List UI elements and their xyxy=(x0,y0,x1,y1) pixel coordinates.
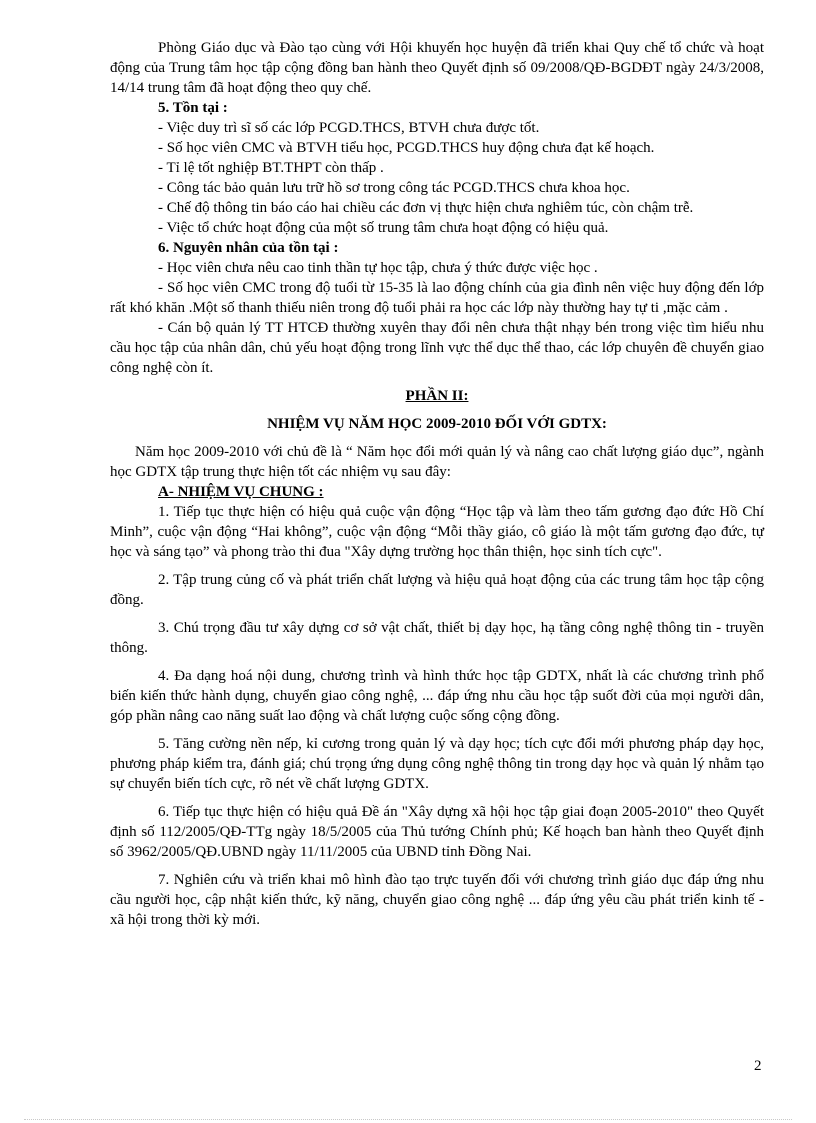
task-item: 3. Chú trọng đầu tư xây dựng cơ sở vật chất, thiết bị dạy học, hạ tầng công nghệ thông tin - truyền thông. xyxy=(110,620,764,656)
task-item: 6. Tiếp tục thực hiện có hiệu quả Đề án "Xây dựng xã hội học tập giai đoạn 2005-2010" theo Quyết định số 112/2005/QĐ-TTg ngày 18/5/2005 của Thủ tướng Chính phủ; Kế hoạch ban hành theo Quyết định số 3962/2005/QĐ.UBND ngày 11/11/2005 của UBND tỉnh Đồng Nai. xyxy=(110,804,764,860)
section-5-item: - Chế độ thông tin báo cáo hai chiều các đơn vị thực hiện chưa nghiêm túc, còn chậm trễ. xyxy=(158,200,694,216)
section-5-item: - Việc tổ chức hoạt động của một số trung tâm chưa hoạt động có hiệu quả. xyxy=(158,220,609,236)
section-5-item: - Số học viên CMC và BTVH tiểu học, PCGD.THCS huy động chưa đạt kế hoạch. xyxy=(158,140,655,156)
section-5-heading: 5. Tồn tại : xyxy=(158,100,228,116)
intro-paragraph: Phòng Giáo dục và Đào tạo cùng với Hội khuyến học huyện đã triển khai Quy chế tổ chức và hoạt động của Trung tâm học tập cộng đồng ban hành theo Quyết định số 09/2008/QĐ-BGDĐT ngày 24/3/2008, 14/14 trung tâm đã hoạt động theo quy chế. xyxy=(110,40,764,96)
page-number: 2 xyxy=(754,1058,762,1074)
task-item: 1. Tiếp tục thực hiện có hiệu quả cuộc vận động “Học tập và làm theo tấm gương đạo đức Hồ Chí Minh”, cuộc vận động “Hai không”, cuộc vận động “Mỗi thầy giáo, cô giáo là một tấm gương đạo đức, tự học và sáng tạo” và phong trào thi đua "Xây dựng trường học thân thiện, học sinh tích cực". xyxy=(110,504,764,560)
part-2-title: PHẦN II: xyxy=(405,388,469,404)
section-5-item: - Tỉ lệ tốt nghiệp BT.THPT còn thấp . xyxy=(158,160,384,176)
task-item: 5. Tăng cường nền nếp, kỉ cương trong quản lý và dạy học; tích cực đổi mới phương pháp dạy học, phương pháp kiểm tra, đánh giá; chú trọng ứng dụng công nghệ thông tin trong dạy học và quản lý nhằm tạo sự chuyển biến tích cực, rõ nét về chất lượng GDTX. xyxy=(110,736,764,792)
task-item: 7. Nghiên cứu và triển khai mô hình đào tạo trực tuyến đối với chương trình giáo dục đáp ứng nhu cầu người học, cập nhật kiến thức, kỹ năng, chuyển giao công nghệ ... đáp ứng yêu cầu phát triển kinh tế - xã hội trong thời kỳ mới. xyxy=(110,872,764,928)
section-6-item: - Cán bộ quản lý TT HTCĐ thường xuyên thay đổi nên chưa thật nhạy bén trong việc tìm hiểu nhu cầu học tập của nhân dân, chủ yếu hoạt động trong lĩnh vực thể dục thể thao, các lớp chuyên đề chuyển giao công nghệ còn ít. xyxy=(110,320,764,376)
section-5-item: - Công tác bảo quản lưu trữ hồ sơ trong công tác PCGD.THCS chưa khoa học. xyxy=(158,180,630,196)
task-item: 2. Tập trung củng cố và phát triển chất lượng và hiệu quả hoạt động của các trung tâm học tập cộng đồng. xyxy=(110,572,764,608)
section-6-heading: 6. Nguyên nhân của tồn tại : xyxy=(158,240,339,256)
section-6-item: - Số học viên CMC trong độ tuổi từ 15-35 là lao động chính của gia đình nên việc huy động đến lớp rất khó khăn .Một số thanh thiếu niên trong độ tuổi phải ra học các lớp này thường hay tự ti ,mặc cảm . xyxy=(110,280,764,316)
section-a-heading: A- NHIỆM VỤ CHUNG : xyxy=(158,484,324,500)
document-page xyxy=(110,38,764,930)
part-2-intro: Năm học 2009-2010 với chủ đề là “ Năm học đổi mới quản lý và nâng cao chất lượng giáo dục”, ngành học GDTX tập trung thực hiện tốt các nhiệm vụ sau đây: xyxy=(110,444,764,480)
section-5-item: - Việc duy trì sĩ số các lớp PCGD.THCS, BTVH chưa được tốt. xyxy=(158,120,540,136)
part-2-subtitle: NHIỆM VỤ NĂM HỌC 2009-2010 ĐỐI VỚI GDTX: xyxy=(267,416,607,432)
task-item: 4. Đa dạng hoá nội dung, chương trình và hình thức học tập GDTX, nhất là các chương trình phổ biến kiến thức hành dụng, chuyển giao công nghệ, ... đáp ứng nhu cầu học tập suốt đời của mọi người dân, góp phần nâng cao năng suất lao động và chất lượng cuộc sống cộng đồng. xyxy=(110,668,764,724)
page-bottom-divider xyxy=(24,1119,792,1120)
section-6-item: - Học viên chưa nêu cao tinh thần tự học tập, chưa ý thức được việc học . xyxy=(158,260,598,276)
